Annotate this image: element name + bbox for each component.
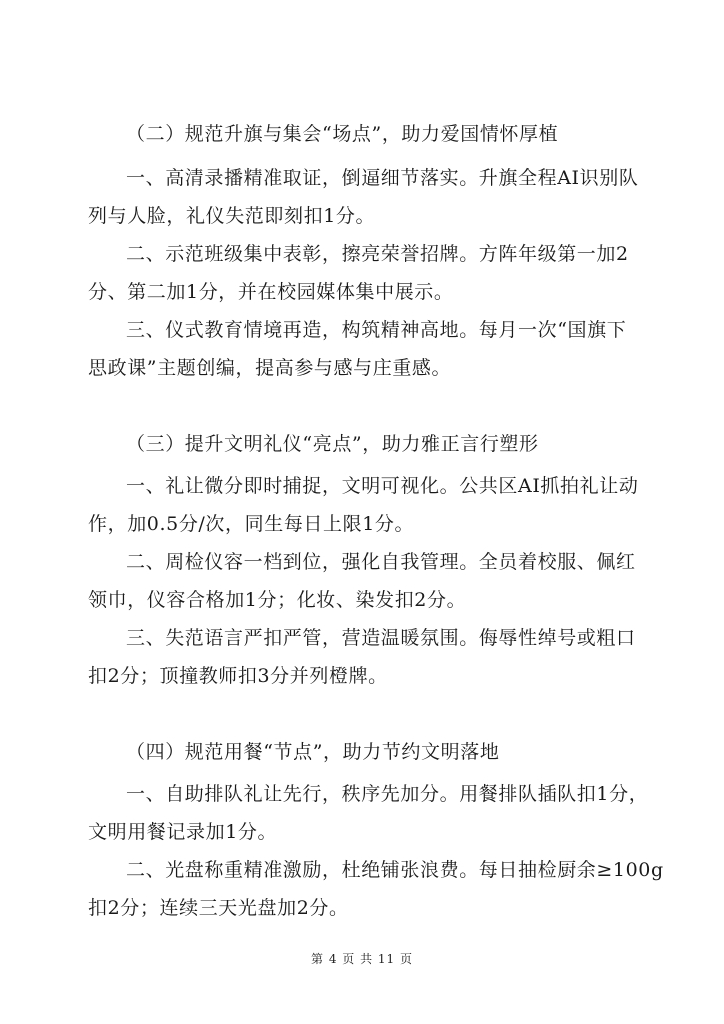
paragraph-line: 三、仪式教育情境再造，构筑精神高地。每月一次“国旗下 — [126, 319, 627, 341]
paragraph-line: 一、自助排队礼让先行，秩序先加分。用餐排队插队扣1分， — [126, 783, 649, 805]
paragraph-line: 领巾，仪容合格加1分；化妆、染发扣2分。 — [88, 589, 467, 611]
paragraph-line: 三、失范语言严扣严管，营造温暖氛围。侮辱性绰号或粗口 — [126, 627, 636, 649]
paragraph-line: 扣2分；顶撞教师扣3分并列橙牌。 — [88, 665, 388, 687]
paragraph-line: 分、第二加1分，并在校园媒体集中展示。 — [88, 281, 454, 303]
paragraph-line: 一、礼让微分即时捕捉，文明可视化。公共区AI抓拍礼让动 — [126, 475, 639, 497]
page-number-footer: 第 4 页 共 11 页 — [311, 952, 413, 966]
paragraph-line: 文明用餐记录加1分。 — [88, 821, 278, 843]
paragraph-line: 思政课”主题创编，提高参与感与庄重感。 — [88, 357, 452, 379]
paragraph-line: 作，加0.5分/次，同生每日上限1分。 — [88, 513, 415, 535]
section-heading-3: （三）提升文明礼仪“亮点”，助力雅正言行塑形 — [126, 433, 539, 455]
paragraph-line: 扣2分；连续三天光盘加2分。 — [88, 897, 349, 919]
section-heading-4: （四）规范用餐“节点”，助力节约文明落地 — [126, 741, 500, 763]
paragraph-line: 二、示范班级集中表彰，擦亮荣誉招牌。方阵年级第一加2 — [126, 243, 629, 265]
paragraph-line: 二、光盘称重精准激励，杜绝铺张浪费。每日抽检厨余≥100g — [126, 859, 664, 881]
paragraph-line: 列与人脸，礼仪失范即刻扣1分。 — [88, 205, 376, 227]
paragraph-line: 二、周检仪容一档到位，强化自我管理。全员着校服、佩红 — [126, 551, 636, 573]
section-heading-2: （二）规范升旗与集会“场点”，助力爱国情怀厚植 — [126, 123, 559, 145]
paragraph-line: 一、高清录播精准取证，倒逼细节落实。升旗全程AI识别队 — [126, 167, 639, 189]
